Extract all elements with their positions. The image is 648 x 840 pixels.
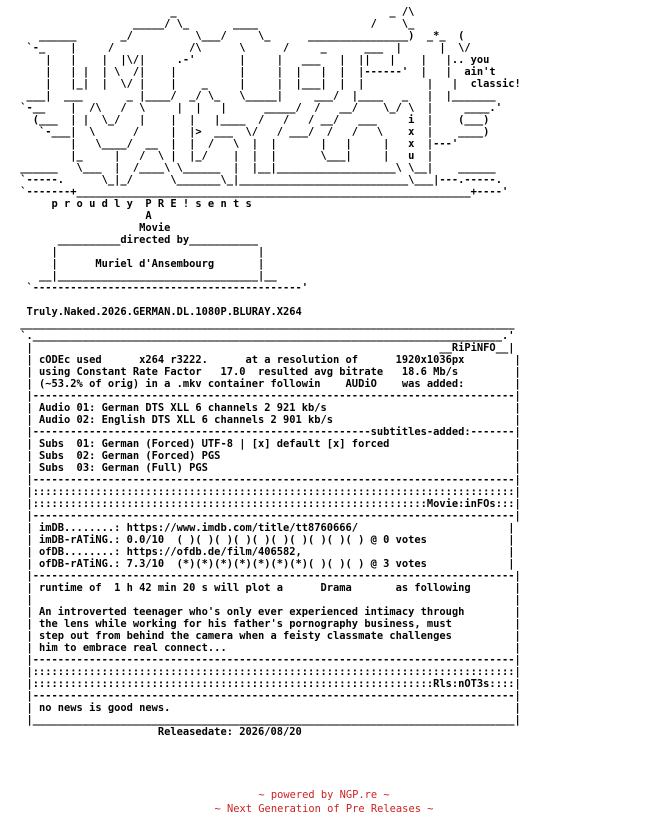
footer: [0, 788, 648, 816]
footer-powered-by: ~ powered by NGP.re ~: [258, 789, 390, 801]
footer-tagline: ~ Next Generation of Pre Releases ~: [214, 803, 434, 815]
nfo-ascii-art: _ _ /\ _____/ \_ ____ / \_ ______ _/ \___/ \_ ________________) _*_ ( `-_ | / /\ \ / _ ___ | | \/ | | | |\/| .-' | | ___ | || | | |.. you | | | | \ /| | | | | | | |------' | | ain't | |_| | \/ | | _ | | |___| | | | | classic! ___| ___ _ |____/ _/ \_ \_____| ___/ |____ _ | |_______ `-__ | /\ / \ | | | _____/ / __/ \_/ \ | ____.' (___ | | \_/ | | | |____ / / / __/ ___ i | (___) `-___| \ / | |> ___ \/ / ___/ / / \ x | ____) | \____/ __ | | / \ | | | | | x |---' |_ | / \ | |_/ | | | \___| | u | ______ \___ | /____\ \______ | |__|___________________\ \__| ______ `-----. \_|_/ \_______\_|___________________________\___|---.-----. `-------+_______________________________________________________________+----' p r o u d l y P R E ! s e n t s A Movie __________directed by___________ | | | Muriel d'Ansembourg | __|________________________________|__ `-------------------------------------------' Truly.Naked.2026.GERMAN.DL.1080P.BLURAY.X264 _______________________________________________________________________________ `.___________________________________________________________________________.' | __RiPiNFO__| | cODEc used x264 r3222. at a resolution of 1920x1036px | | using Constant Rate Factor 17.0 resulted avg bitrate 18.6 Mb/s | | (~53.2% of orig) in a .mkv container followin AUDiO was added: | |-----------------------------------------------------------------------------| | Audio 01: German DTS XLL 6 channels 2 921 kb/s | | Audio 02: English DTS XLL 6 channels 2 901 kb/s | |------------------------------------------------------subtitles-added:-------| | Subs 01: German (Forced) UTF-8 | [x] default [x] forced | | Subs 02: German (Forced) PGS | | Subs 03: German (Full) PGS | |-----------------------------------------------------------------------------| |:::::::::::::::::::::::::::::::::::::::::::::::::::::::::::::::::::::::::::::| |:::::::::::::::::::::::::::::::::::::::::::::::::::::::::::::::Movie:inFOs:::| |-----------------------------------------------------------------------------| | imDB........: https://www.imdb.com/title/tt8760666/ | | imDB-rATiNG.: 0.0/10 ( )( )( )( )( )( )( )( )( )( ) @ 0 votes | | ofDB........: https://ofdb.de/film/406582, | | ofDB-rATiNG.: 7.3/10 (*)(*)(*)(*)(*)(*)(*)( )( )( ) @ 3 votes | |-----------------------------------------------------------------------------| | runtime of 1 h 42 min 20 s will plot a Drama as following | | | | An introverted teenager who's only ever experienced intimacy through | | the lens while working for his father's pornography business, must | | step out from behind the camera when a feisty classmate challenges | | him to embrace real connect... | |-----------------------------------------------------------------------------| |:::::::::::::::::::::::::::::::::::::::::::::::::::::::::::::::::::::::::::::| |::::::::::::::::::::::::::::::::::::::::::::::::::::::::::::::::Rls:nOT3s::::| |-----------------------------------------------------------------------------| | no news is good news. | |_____________________________________________________________________________| Releasedate: 2026/08/20: [20, 6, 521, 738]
